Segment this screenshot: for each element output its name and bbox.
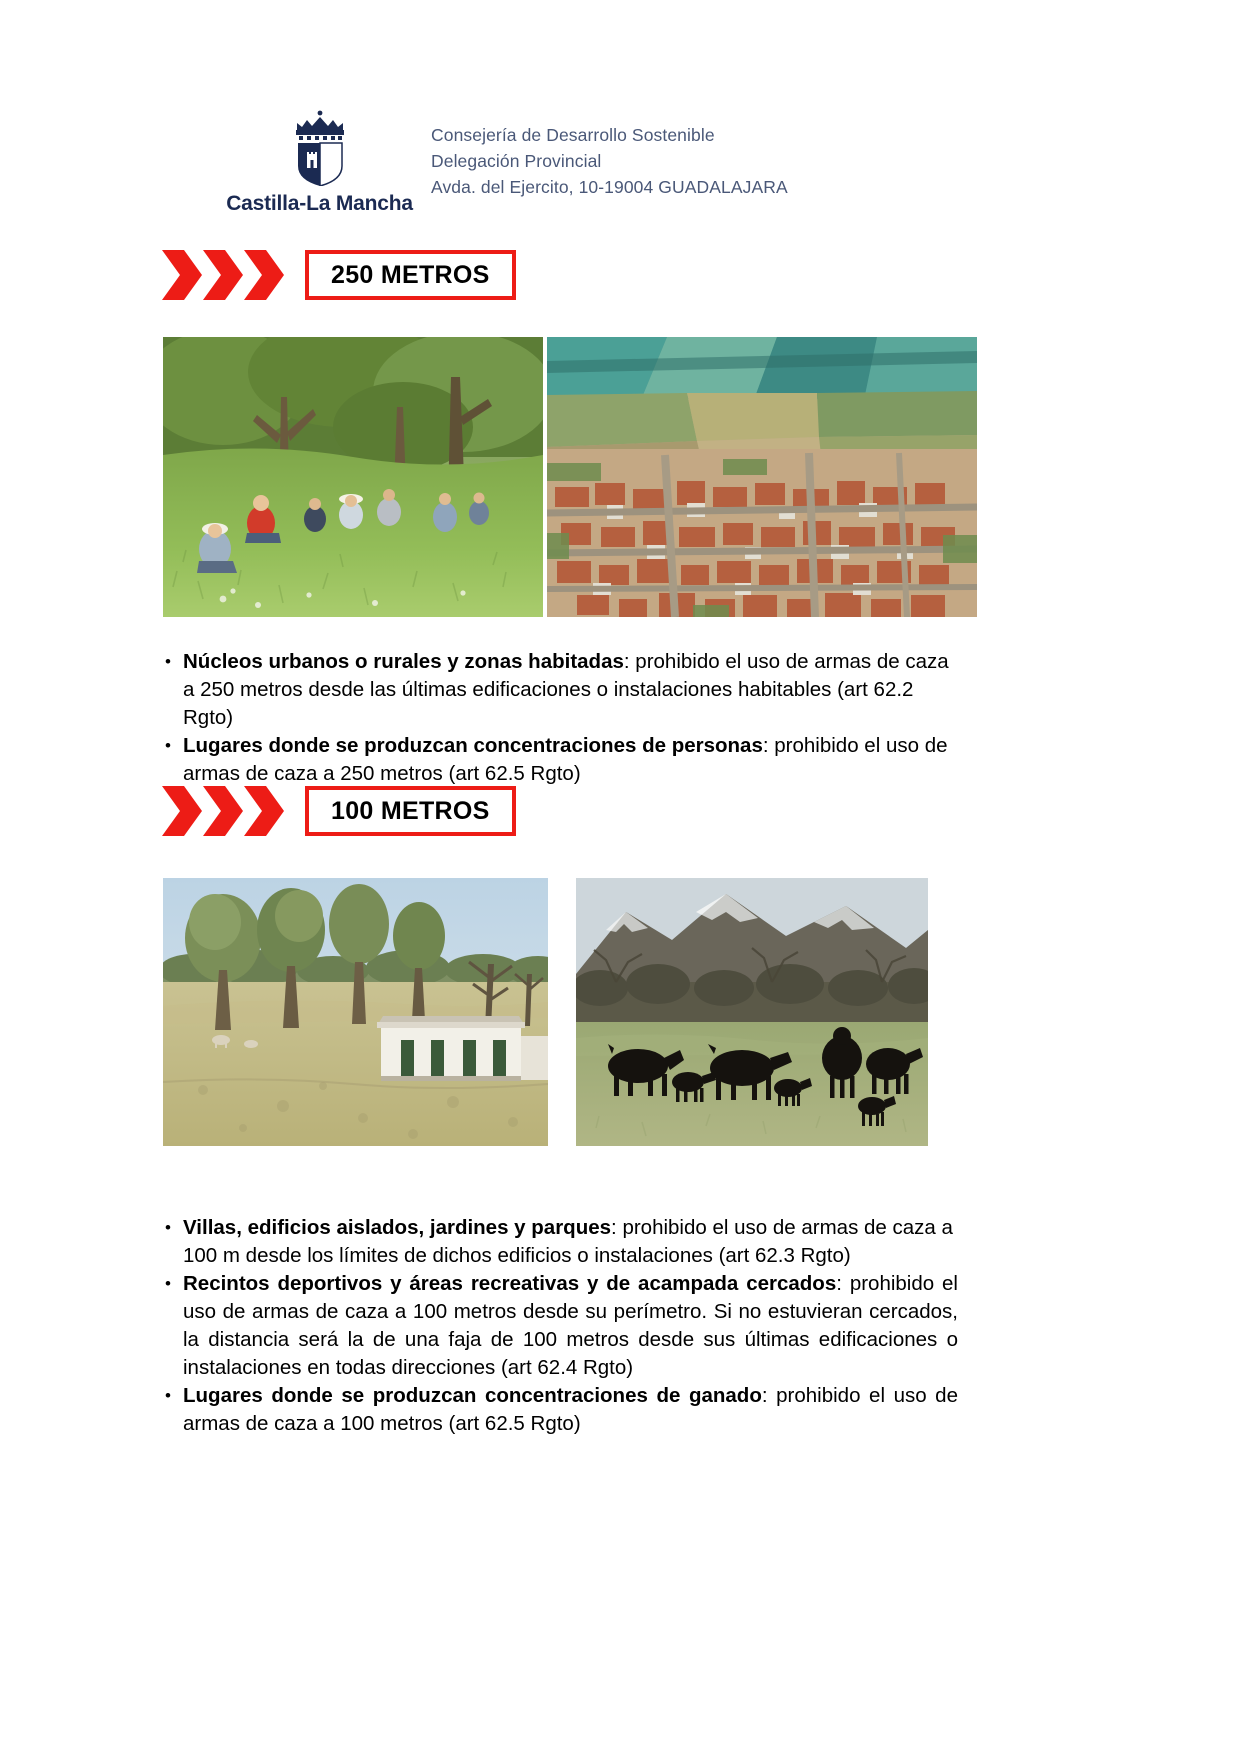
section-banner-250 (160, 248, 516, 302)
address-line-street: Avda. del Ejercito, 10-19004 GUADALAJARA (431, 177, 788, 197)
banner-box-250 (305, 250, 516, 300)
bullet-body: prohibido el uso de armas de caza a 100 metros desde su perímetro. Si no estuvieran cercados, la distancia será la de una faja de 100 metros desde sus últimas edificaciones o instalaciones en todas direcciones (art 62.4 Rgto) (183, 1272, 958, 1379)
bullet-body: prohibido el uso de armas de caza a 250 metros desde las últimas edificaciones o instalaciones habitables (art 62.2 Rgto) (183, 650, 949, 729)
bullet-separator: : (761, 1384, 777, 1407)
bullet-list-250 (163, 648, 958, 788)
chevron-group-250 (160, 248, 283, 302)
chevron-right-icon (160, 784, 204, 838)
chevron-right-icon (201, 784, 245, 838)
list-item (163, 1270, 958, 1382)
list-item (163, 648, 958, 732)
castilla-la-mancha-crest-icon (285, 108, 355, 186)
bullet-list-100 (163, 1214, 958, 1438)
bullet-lead: Núcleos urbanos o rurales y zonas habitadas (183, 650, 624, 673)
list-item (163, 1214, 958, 1270)
photo-cattle-herd (576, 878, 928, 1146)
bullet-separator: : (611, 1216, 623, 1239)
address-line-consejeria: Consejería de Desarrollo Sostenible (431, 125, 715, 145)
bullet-lead: Lugares donde se produzcan concentraciones de personas (183, 734, 763, 757)
bullet-separator: : (836, 1272, 850, 1295)
document-header (226, 108, 788, 216)
list-item (163, 1382, 958, 1438)
section-banner-100 (160, 784, 516, 838)
chevron-right-icon (242, 248, 286, 302)
chevron-group-100 (160, 784, 283, 838)
bullet-lead: Recintos deportivos y áreas recreativas y de acampada cercados (183, 1272, 837, 1295)
bullet-separator: : (762, 734, 775, 757)
bullet-lead: Lugares donde se produzcan concentraciones de ganado (183, 1384, 762, 1407)
banner-label-250: 250 METROS (331, 260, 490, 289)
bullet-lead: Villas, edificios aislados, jardines y parques (183, 1216, 612, 1239)
bullet-body: prohibido el uso de armas de caza a 250 metros (art 62.5 Rgto) (183, 734, 948, 785)
chevron-right-icon (242, 784, 286, 838)
logo-wordmark: Castilla-La Mancha (226, 192, 413, 215)
organization-logo (226, 108, 413, 216)
address-line-delegacion: Delegación Provincial (431, 151, 602, 171)
banner-label-100: 100 METROS (331, 796, 490, 825)
photo-isolated-farmhouse (163, 878, 548, 1146)
photo-aerial-town (547, 337, 977, 617)
bullet-body: prohibido el uso de armas de caza a 100 metros (art 62.5 Rgto) (183, 1384, 958, 1435)
banner-box-100 (305, 786, 516, 836)
bullet-separator: : (623, 650, 636, 673)
header-address-block (431, 108, 788, 200)
chevron-right-icon (201, 248, 245, 302)
photo-people-picnic-meadow (163, 337, 543, 617)
bullet-body: prohibido el uso de armas de caza a 100 m desde los límites de dichos edificios o instalaciones (art 62.3 Rgto) (183, 1216, 953, 1267)
chevron-right-icon (160, 248, 204, 302)
list-item (163, 732, 958, 788)
